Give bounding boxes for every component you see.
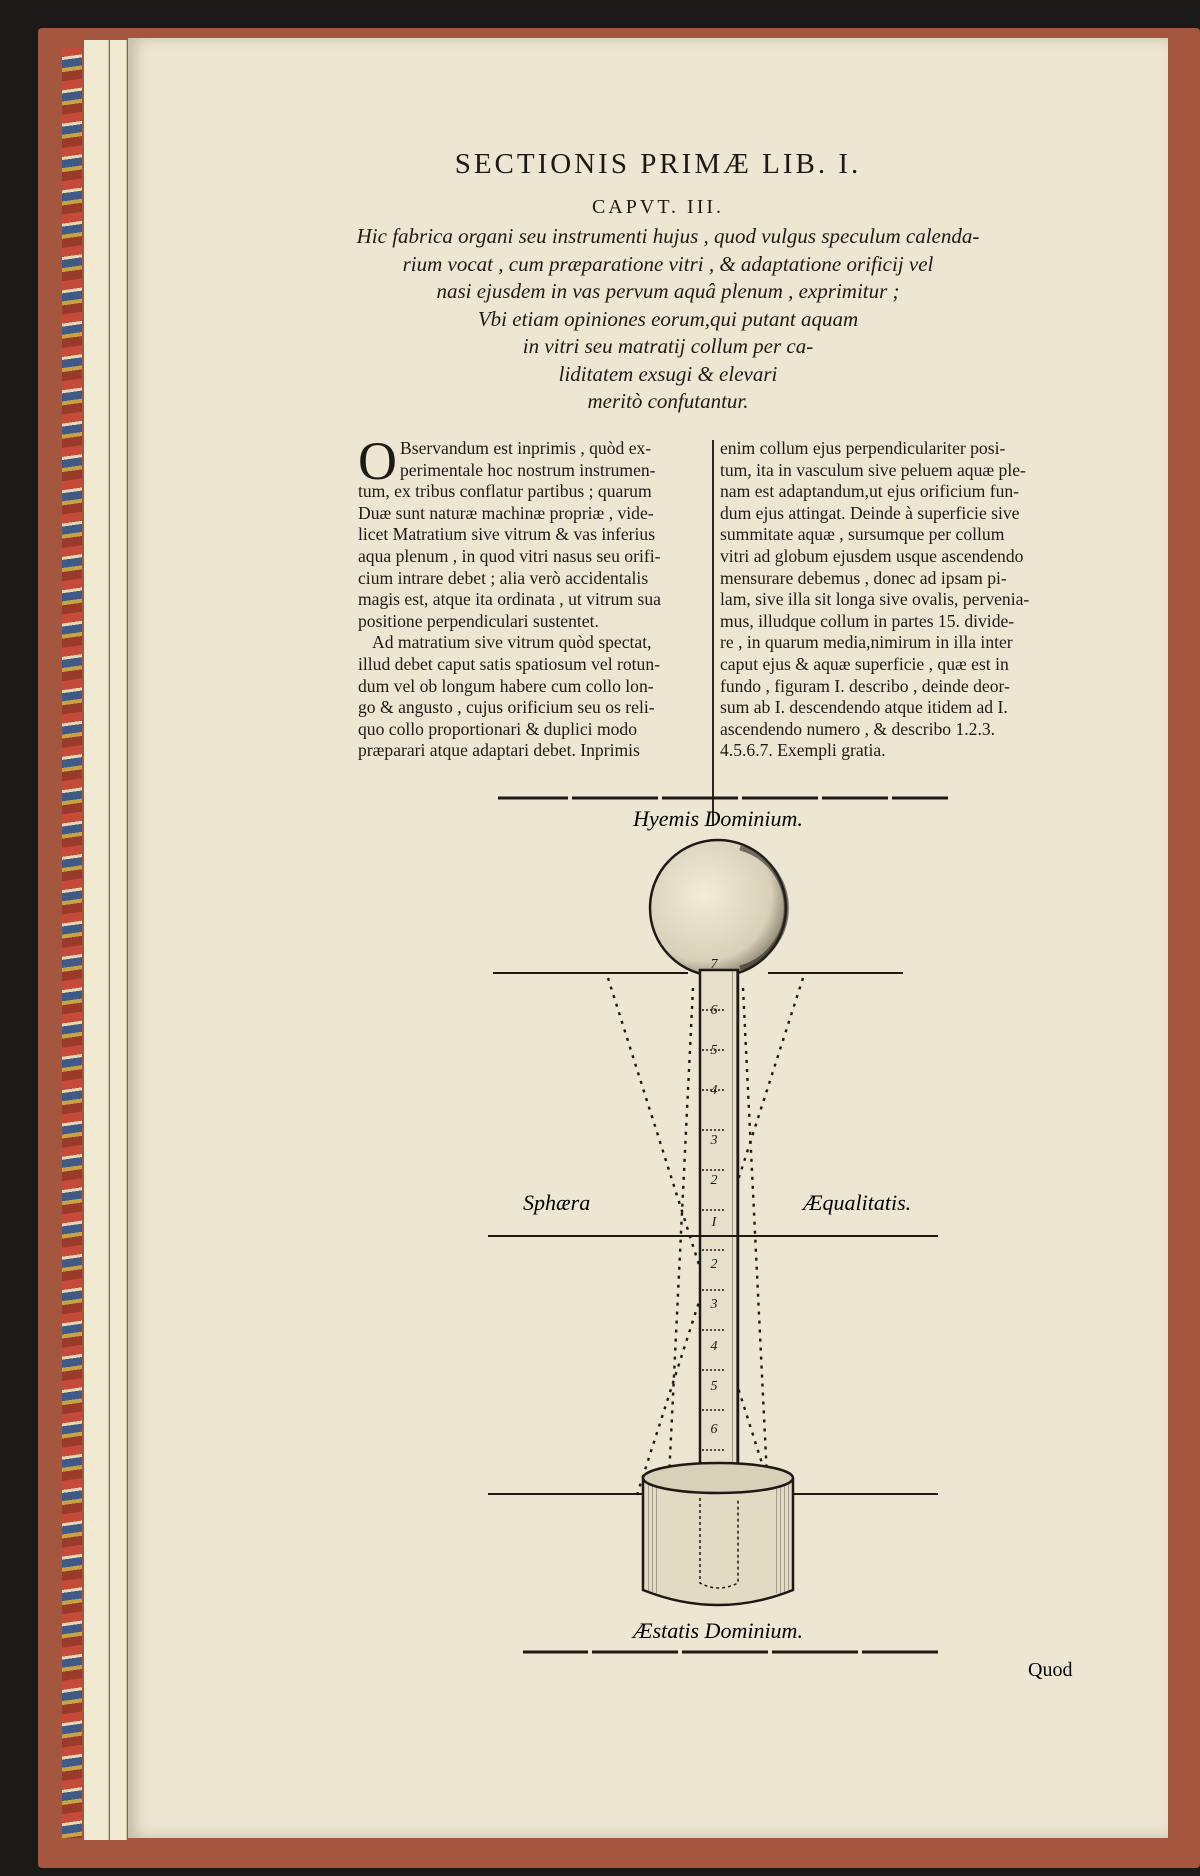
scale-number: 2	[710, 1173, 718, 1188]
text-line: præparari atque adaptari debet. Inprimis	[358, 740, 640, 761]
text-line: magis est, atque ita ordinata , ut vitrum sua	[358, 589, 661, 610]
scale-number: 2	[710, 1257, 718, 1272]
text-line: lam, sive illa sit longa sive ovalis, pervenia-	[720, 589, 1030, 610]
text-line: 4.5.6.7. Exempli gratia.	[720, 740, 886, 761]
text-line: ascendendo numero , & describo 1.2.3.	[720, 718, 996, 739]
text-line: Duæ sunt naturæ machinæ propriæ , vide-	[358, 502, 654, 523]
text-line: cium intrare debet ; alia verò accidentalis	[358, 567, 649, 588]
running-header: SECTIONIS PRIMÆ LIB. I.	[454, 148, 862, 180]
text-line: vitri ad globum ejusdem usque ascendendo	[720, 545, 1024, 566]
thermoscope-figure	[128, 38, 1168, 1838]
text-line: positione perpendiculari sustentet.	[358, 610, 599, 631]
page-edges-inner	[110, 40, 127, 1840]
text-line: summitate aquæ , sursumque per collum	[720, 524, 1005, 545]
scale-number: 6	[710, 1422, 718, 1437]
text-line: mensurare debemus , donec ad ipsam pi-	[720, 567, 1007, 588]
text-line: licet Matratium sive vitrum & vas inferius	[358, 524, 656, 545]
label-aestatis-dominium: Æstatis Dominium.	[633, 1618, 803, 1643]
text-line: Ad matratium sive vitrum quòd spectat,	[372, 632, 652, 653]
text-line: tum, ita in vasculum sive peluem aquæ ple-	[720, 459, 1026, 480]
text-line: aqua plenum , in quod vitri nasus seu orifi-	[358, 545, 661, 566]
scale-number: 5	[710, 1379, 718, 1394]
text-line: enim collum ejus perpendiculariter posi-	[720, 438, 1006, 458]
chapter-title: CAPVT. III.	[591, 196, 725, 218]
text-line: sum ab I. descendendo atque itidem ad I.	[720, 697, 1008, 718]
label-hyemis-dominium: Hyemis Dominium.	[633, 806, 803, 831]
text-line: dum ejus attingat. Deinde à superficie sive	[720, 502, 1020, 523]
scale-number: 3	[710, 1297, 718, 1312]
summary-line: meritò confutantur.	[587, 389, 749, 413]
text-line: mus, illudque collum in partes 15. divide-	[720, 610, 1015, 631]
text-line: go & angusto , cujus orificium seu os reli-	[358, 697, 655, 718]
scale-number: 7	[710, 957, 718, 972]
scale-number: 6	[710, 1003, 718, 1018]
scale-number-middle: I	[711, 1215, 717, 1230]
summary-line: in vitri seu matratij collum per ca-	[522, 334, 814, 358]
label-sphaera: Sphæra	[523, 1190, 591, 1215]
scale-number: 3	[710, 1133, 718, 1148]
text-line: quo collo proportionari & duplici modo	[358, 718, 638, 739]
summary-line: liditatem exsugi & elevari	[558, 361, 778, 386]
text-line: caput ejus & aquæ superficie , quæ est in	[720, 653, 1009, 674]
water-vessel	[643, 1463, 793, 1605]
scale-number: 5	[710, 1043, 718, 1058]
text-line: dum vel ob longum habere cum collo lon-	[358, 675, 654, 696]
text-line: Bservandum est inprimis , quòd ex-	[400, 438, 652, 458]
summary-line: rium vocat , cum præparatione vitri , & adaptatione orificij vel	[402, 251, 934, 276]
marbled-endpaper	[62, 48, 82, 1838]
page-edges	[84, 40, 109, 1840]
text-line: nam est adaptandum,ut ejus orificium fun-	[720, 481, 1020, 502]
summary-line: Hic fabrica organi seu instrumenti hujus , quod vulgus speculum calenda-	[356, 224, 980, 248]
book-page	[128, 38, 1168, 1838]
catchword: Quod	[1028, 1659, 1073, 1681]
text-line: fundo , figuram I. describo , deinde deor-	[720, 675, 1010, 696]
scale-number: 4	[710, 1339, 718, 1354]
label-aequalitatis: Æqualitatis.	[803, 1190, 912, 1215]
text-line: tum, ex tribus conflatur partibus ; quarum	[358, 481, 652, 502]
text-line: re , in quarum media,nimirum in illa inter	[720, 632, 1013, 653]
text-line: perimentale hoc nostrum instrumen-	[400, 459, 656, 480]
summary-line: nasi ejusdem in vas pervum aquâ plenum , exprimitur ;	[436, 279, 900, 303]
drop-cap: O	[358, 431, 397, 491]
summary-line: Vbi etiam opiniones eorum,qui putant aquam	[477, 306, 859, 331]
scale-number: 4	[710, 1083, 718, 1098]
text-line: illud debet caput satis spatiosum vel rotun-	[358, 653, 660, 674]
